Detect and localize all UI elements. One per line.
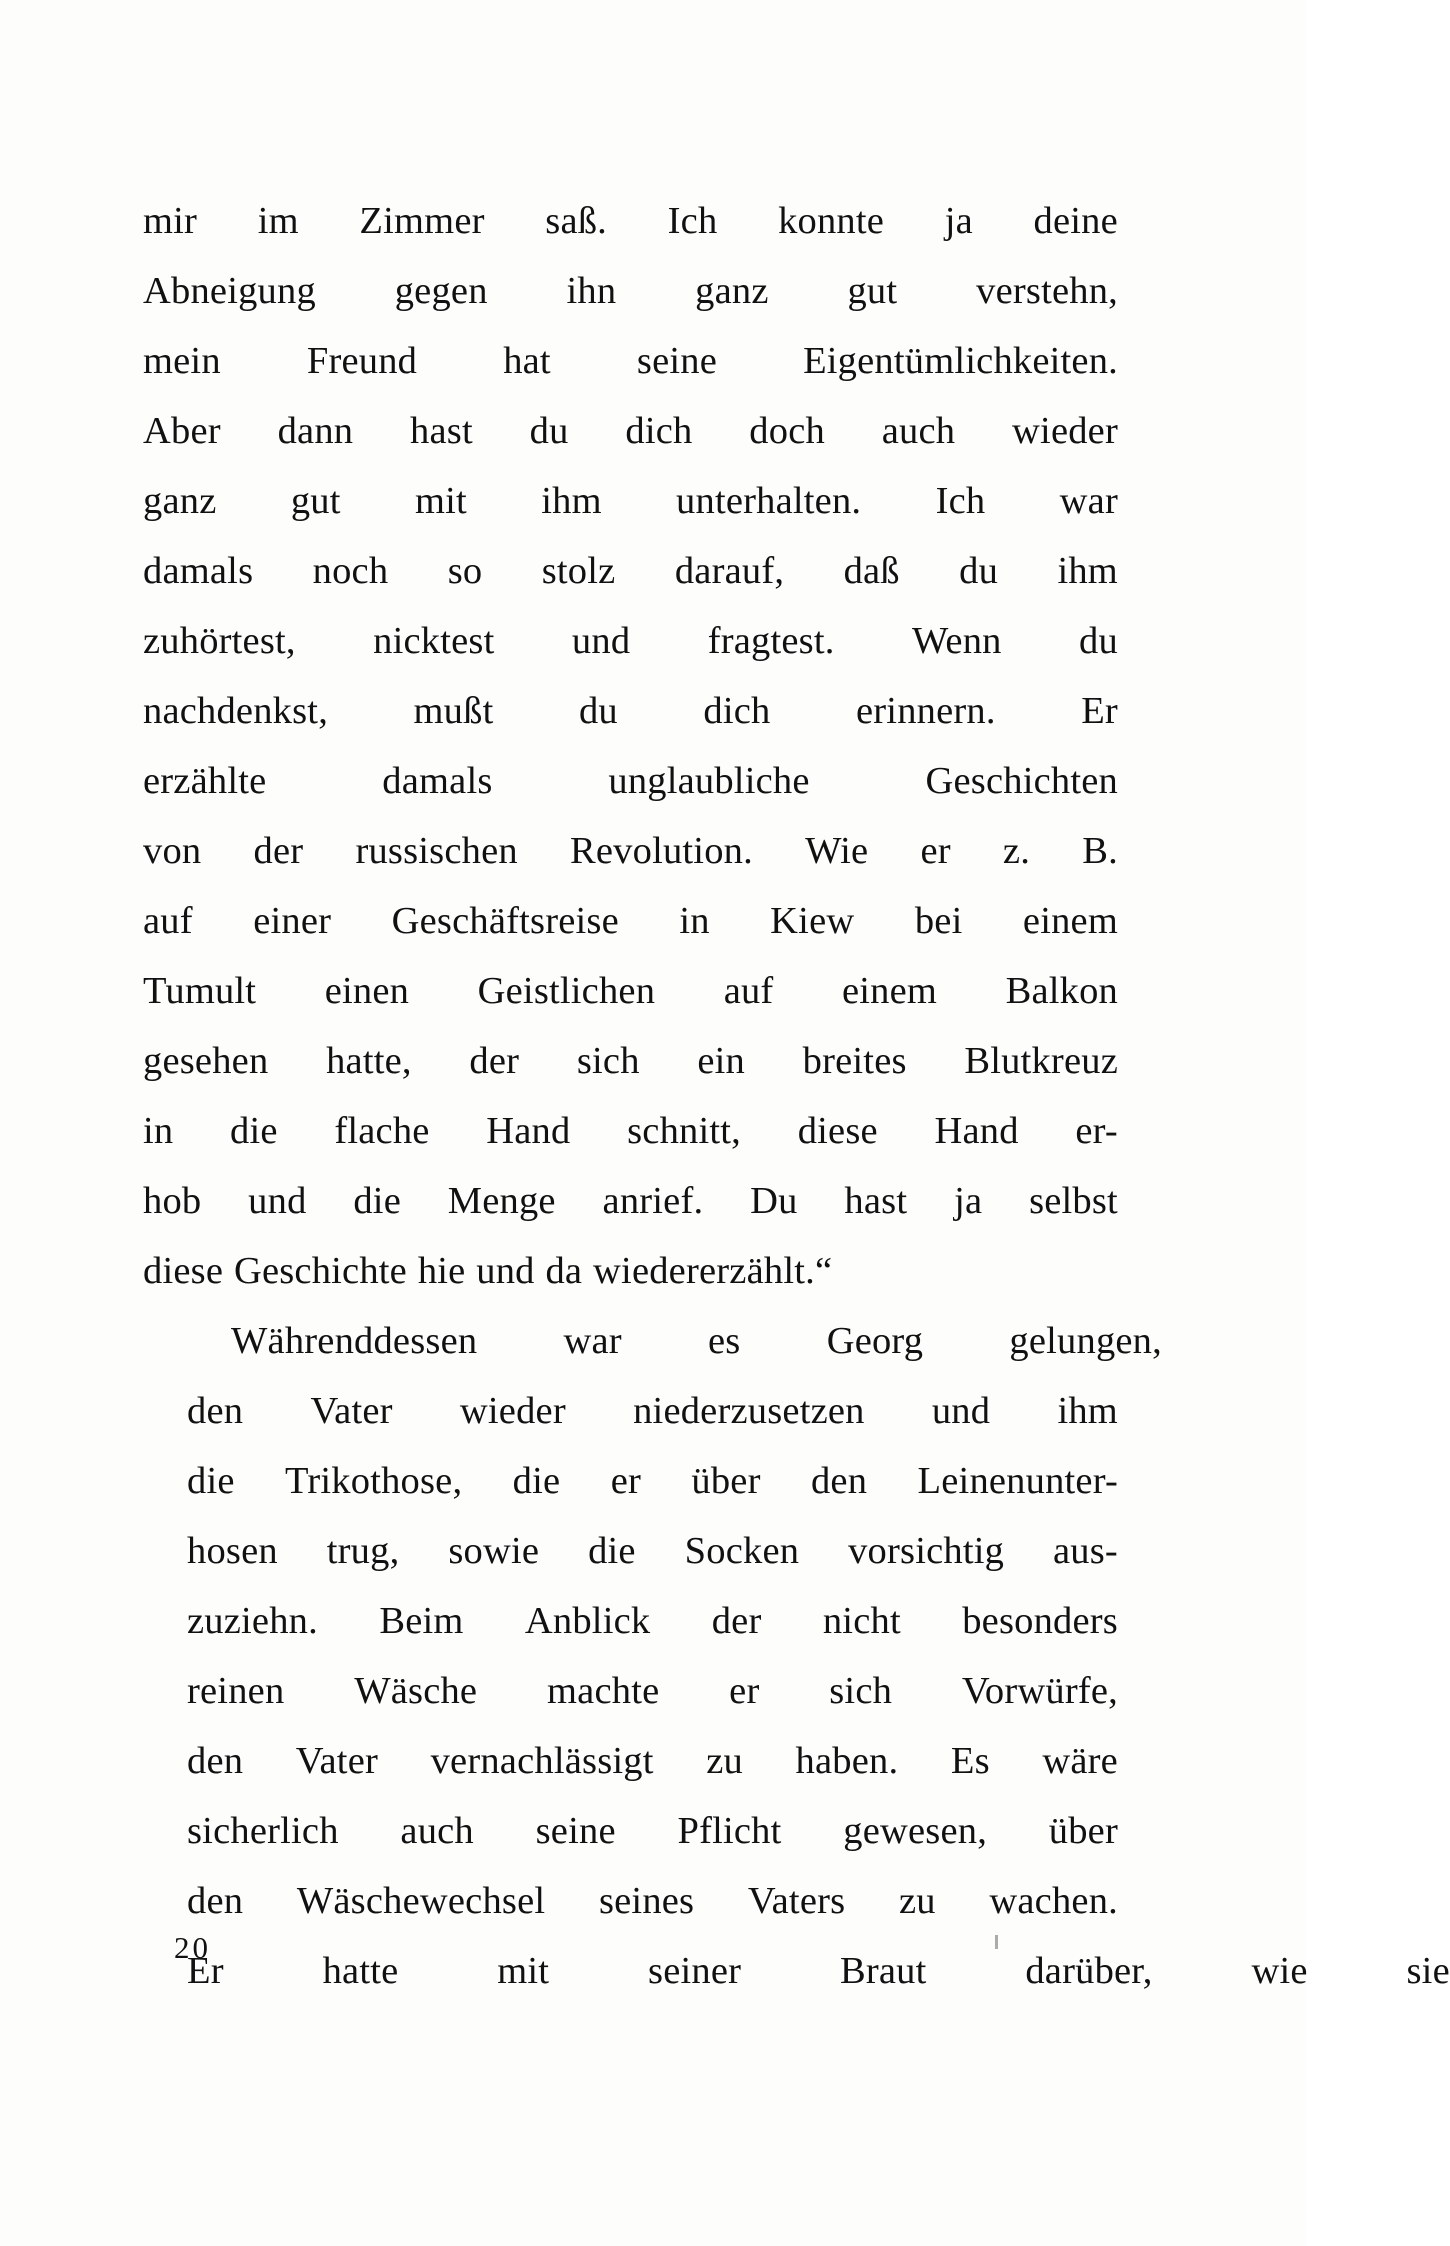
word: von [143,830,202,872]
word: der [469,1040,520,1082]
word: Ich [935,480,986,522]
word: in [143,1110,174,1152]
word: Freund [306,340,418,382]
word: mit [497,1950,550,1992]
text-line [143,536,1118,606]
word-space [224,1936,279,2006]
word: zuhörtest, [143,620,296,662]
word: Zimmer [359,200,485,242]
text-line [143,1796,1118,1866]
word: ihm [541,480,602,522]
word: Anblick [524,1600,651,1642]
word: über [691,1460,761,1502]
word: Aber [143,410,221,452]
word: in [679,900,710,942]
text-line [143,956,1118,1026]
word: gewesen, [843,1810,988,1852]
text-line [143,396,1118,466]
word: er [729,1670,760,1712]
word: so [447,550,483,592]
word: ganz [695,270,769,312]
word-space [927,1936,982,2006]
word-space [549,1936,604,2006]
word: sich [576,1040,640,1082]
word: seiner [648,1950,742,1992]
word: seine [636,340,717,382]
word: der [711,1600,762,1642]
text-line [143,1726,1118,1796]
word: zu [706,1740,743,1782]
word: niederzusetzen [633,1390,865,1432]
word: vorsichtig [848,1530,1005,1572]
word: gegen [394,270,488,312]
word: bei [914,900,963,942]
word: darüber, [1025,1950,1153,1992]
word: Währenddessen [231,1320,478,1362]
text-line [143,1516,1118,1586]
text-line [143,1376,1118,1446]
word: sie [1406,1950,1450,1992]
body-text [143,186,1450,2006]
word: er [610,1460,641,1502]
word: Vaters [747,1880,846,1922]
word: den [810,1460,868,1502]
text-line [143,1166,1118,1236]
word: Vorwürfe, [961,1670,1118,1712]
paragraph-1 [143,186,1118,1306]
word: dann [277,410,354,452]
word: zuziehn. [187,1600,318,1642]
word: Menge [447,1180,556,1222]
text-line [143,1026,1118,1096]
word: wieder [1012,410,1118,452]
text-line [143,186,1118,256]
word: aus- [1053,1530,1118,1572]
word: Tumult [143,970,257,1012]
word-space [741,1936,796,2006]
word: nicht [822,1600,901,1642]
word: russischen [355,830,518,872]
word: mein [143,340,221,382]
word-space [582,1236,593,1306]
word: Wenn [911,620,1002,662]
word: haben. [795,1740,899,1782]
word: du [578,690,618,732]
word: einen [324,970,410,1012]
word: und [248,1180,307,1222]
word-space [1153,1936,1208,2006]
word: der [253,830,304,872]
word: Geschichte [233,1250,407,1292]
word: unterhalten. [676,480,862,522]
word: und [931,1390,991,1432]
text-line [143,1096,1118,1166]
text-line [143,746,1118,816]
word: die [230,1110,278,1152]
word-space [223,1236,234,1306]
word: den [187,1740,244,1782]
word: z. [1002,830,1031,872]
word: anrief. [602,1180,704,1222]
word: mir [143,200,198,242]
word: erzählte [143,760,267,802]
word: einer [253,900,332,942]
word: im [257,200,299,242]
word: die [187,1460,235,1502]
paragraph-2 [143,1306,1450,2006]
word: den [187,1390,244,1432]
word: hatte, [326,1040,412,1082]
word: gesehen [143,1040,269,1082]
word: seine [535,1810,616,1852]
word: ja [944,200,973,242]
word: stolz [541,550,616,592]
word: hat [503,340,551,382]
word: selbst [1029,1180,1118,1222]
word: du [1079,620,1118,662]
word: Beim [379,1600,464,1642]
word: er- [1075,1110,1118,1152]
word: Georg [826,1320,924,1362]
word: Wäsche [354,1670,478,1712]
word: hast [844,1180,908,1222]
word: war [563,1320,622,1362]
word: besonders [962,1600,1118,1642]
word: hob [143,1180,202,1222]
word-space [407,1236,418,1306]
word: ihn [566,270,617,312]
word: Kiew [770,900,855,942]
word: Geschäftsreise [391,900,619,942]
text-line [143,466,1118,536]
text-line [143,326,1118,396]
word: erinnern. [855,690,996,732]
word: Pflicht [677,1810,782,1852]
word: wiedererzählt.“ [593,1250,833,1292]
word: fragtest. [707,620,835,662]
text-line [143,1866,1118,1936]
word: Wie [805,830,869,872]
word: damals [143,550,254,592]
word: nachdenkst, [143,690,329,732]
word: sich [829,1670,893,1712]
word: die [512,1460,561,1502]
word: einem [1022,900,1118,942]
word: hast [410,410,473,452]
word: Vater [310,1390,393,1432]
word: Leinenunter- [917,1460,1118,1502]
word: Es [950,1740,990,1782]
word: Du [750,1180,798,1222]
word: die [588,1530,636,1572]
word: die [353,1180,401,1222]
word: Balkon [1005,970,1118,1012]
word: trug, [326,1530,400,1572]
text-line [143,886,1118,956]
word: Vater [295,1740,379,1782]
word: ihm [1057,1390,1118,1432]
word: dich [703,690,771,732]
word: daß [843,550,900,592]
text-line [143,606,1118,676]
word: Wäschewechsel [296,1880,546,1922]
word: dich [625,410,693,452]
word: reinen [187,1670,285,1712]
word: Geschichten [925,760,1118,802]
word: gut [290,480,341,522]
word: einem [841,970,938,1012]
text-line [143,676,1118,746]
word: über [1048,1810,1118,1852]
word: hie [417,1250,466,1292]
word-space [1308,1936,1363,2006]
word: Abneigung [143,270,316,312]
word: auf [143,900,193,942]
text-line [143,1236,1118,1306]
word-space [398,1936,453,2006]
paper-speck [995,1935,998,1949]
word: B. [1082,830,1118,872]
text-line [143,1446,1118,1516]
word: damals [382,760,493,802]
word: ihm [1057,550,1118,592]
word: ein [697,1040,745,1082]
word: flache [334,1110,430,1152]
word: Socken [684,1530,800,1572]
word: wie [1251,1950,1308,1992]
word: wachen. [989,1880,1118,1922]
word: mit [414,480,467,522]
word: sicherlich [187,1810,339,1852]
word: ja [954,1180,983,1222]
word: nicktest [373,620,495,662]
word: es [708,1320,741,1362]
word: hosen [187,1530,278,1572]
word: Revolution. [570,830,753,872]
word: hatte [322,1950,399,1992]
word: konnte [778,200,885,242]
word: Blutkreuz [964,1040,1118,1082]
text-line [143,816,1118,886]
text-line [143,1306,1162,1376]
word: breites [802,1040,907,1082]
word: Ich [667,200,718,242]
word: schnitt, [627,1110,742,1152]
word: saß. [545,200,608,242]
word: gelungen, [1009,1320,1162,1362]
text-line [143,256,1118,326]
word: auf [723,970,774,1012]
word: diese [797,1110,878,1152]
word: zu [898,1880,936,1922]
word: den [187,1880,244,1922]
word: sowie [448,1530,540,1572]
text-line [143,1936,1450,2006]
word: verstehn, [976,270,1118,312]
word: noch [312,550,389,592]
word: da [545,1250,583,1292]
word: du [959,550,999,592]
word: Er [1081,690,1118,732]
text-line [143,1586,1118,1656]
word: und [571,620,631,662]
word-space [535,1236,546,1306]
word: Hand [934,1110,1019,1152]
word: auch [881,410,956,452]
word: deine [1033,200,1118,242]
word: darauf, [674,550,785,592]
word: mußt [413,690,494,732]
word: Eigentümlichkeiten. [803,340,1118,382]
word: und [476,1250,535,1292]
word: Er [187,1950,224,1992]
word: gut [847,270,898,312]
word: auch [400,1810,474,1852]
word-space [465,1236,476,1306]
word: er [920,830,951,872]
word: Trikothose, [285,1460,463,1502]
word: vernachlässigt [430,1740,654,1782]
word: du [529,410,569,452]
word: Geistlichen [477,970,656,1012]
word: doch [749,410,825,452]
word: unglaubliche [608,760,810,802]
word: Braut [839,1950,927,1992]
word: wäre [1042,1740,1118,1782]
page-number: 20 [174,1930,211,1965]
word: wieder [459,1390,566,1432]
word: machte [547,1670,660,1712]
text-line [143,1656,1118,1726]
word: ganz [143,480,217,522]
word: seines [598,1880,695,1922]
word: diese [143,1250,224,1292]
word: Hand [486,1110,571,1152]
word: war [1059,480,1118,522]
